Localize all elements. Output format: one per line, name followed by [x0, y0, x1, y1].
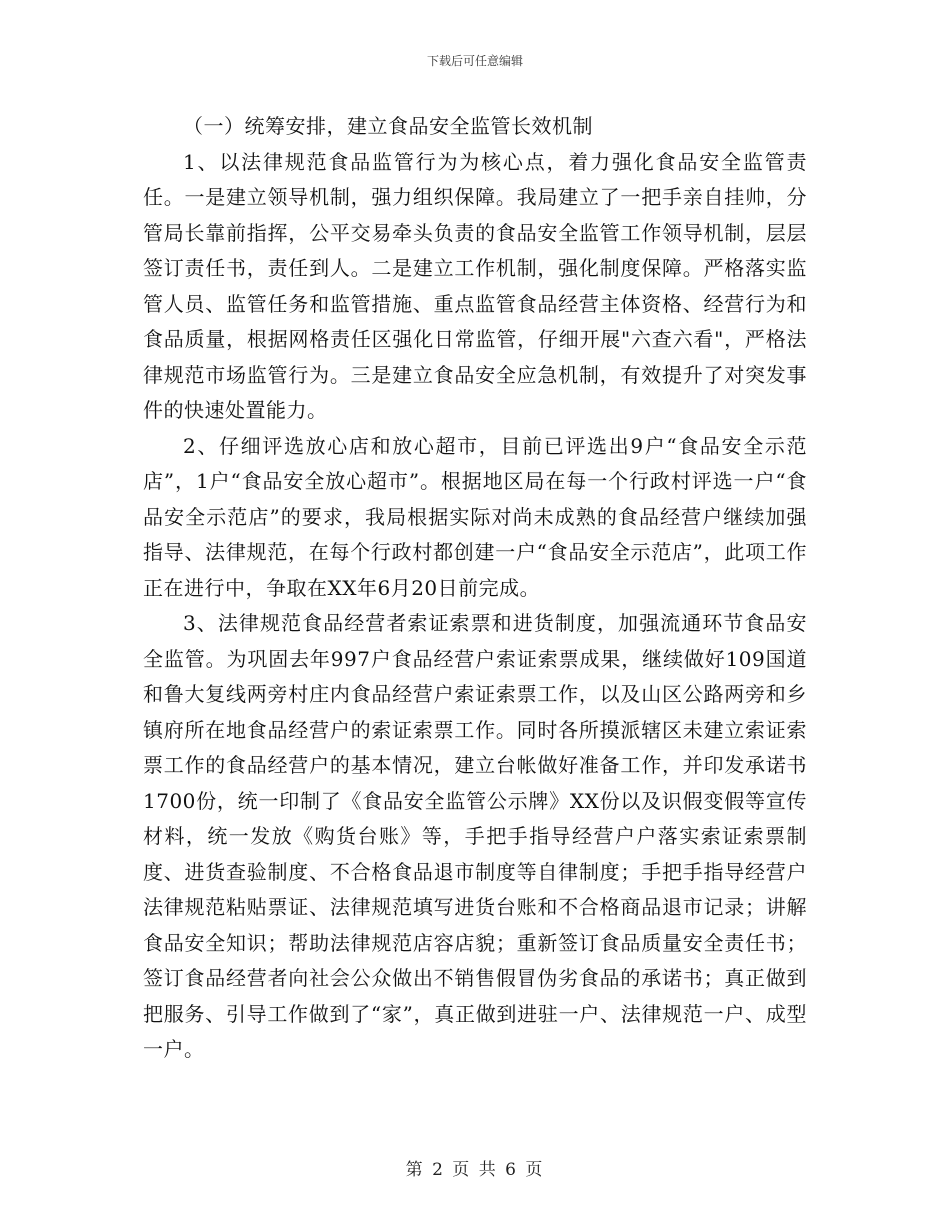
paragraph-1: 1、以法律规范食品监管行为为核心点，着力强化食品安全监管责任。一是建立领导机制，强力组织保障。我局建立了一把手亲自挂帅，分管局长靠前指挥，公平交易牵头负责的食品安全监管工作领导机制，层层签订责任书，责任到人。二是建立工作机制，强化制度保障。严格落实监管人员、监管任务和监管措施、重点监管食品经营主体资格、经营行为和食品质量，根据网格责任区强化日常监管，仔细开展"六查六看"，严格法律规范市场监管行为。三是建立食品安全应急机制，有效提升了对突发事件的快速处置能力。: [143, 149, 807, 422]
section-heading: （一）统筹安排，建立食品安全监管长效机制: [183, 114, 593, 138]
paragraph-2: 2、仔细评选放心店和放心超市，目前已评选出9户“食品安全示范店”，1户“食品安全放心超市”。根据地区局在每一个行政村评选一户“食品安全示范店”的要求，我局根据实际对尚未成熟的食品经营户继续加强指导、法律规范，在每个行政村都创建一户“食品安全示范店”，此项工作正在进行中，争取在XX年6月20日前完成。: [143, 433, 807, 600]
document-body: [143, 109, 807, 1068]
page-header: 下载后可任意编辑: [426, 54, 523, 68]
page-footer: 第 2 页 共 6 页: [405, 1160, 545, 1180]
paragraph-3: 3、法律规范食品经营者索证索票和进货制度，加强流通环节食品安全监管。为巩固去年997户食品经营户索证索票成果，继续做好109国道和鲁大复线两旁村庄内食品经营户索证索票工作，以及山区公路两旁和乡镇府所在地食品经营户的索证索票工作。同时各所摸派辖区未建立索证索票工作的食品经营户的基本情况，建立台帐做好准备工作，并印发承诺书1700份，统一印制了《食品安全监管公示牌》XX份以及识假变假等宣传材料，统一发放《购货台账》等，手把手指导经营户户落实索证索票制度、进货查验制度、不合格食品退市制度等自律制度；手把手指导经营户法律规范粘贴票证、法律规范填写进货台账和不合格商品退市记录；讲解食品安全知识；帮助法律规范店容店貌；重新签订食品质量安全责任书；签订食品经营者向社会公众做出不销售假冒伪劣食品的承诺书；真正做到把服务、引导工作做到了“家”，真正做到进驻一户、法律规范一户、成型一户。: [143, 611, 807, 1061]
